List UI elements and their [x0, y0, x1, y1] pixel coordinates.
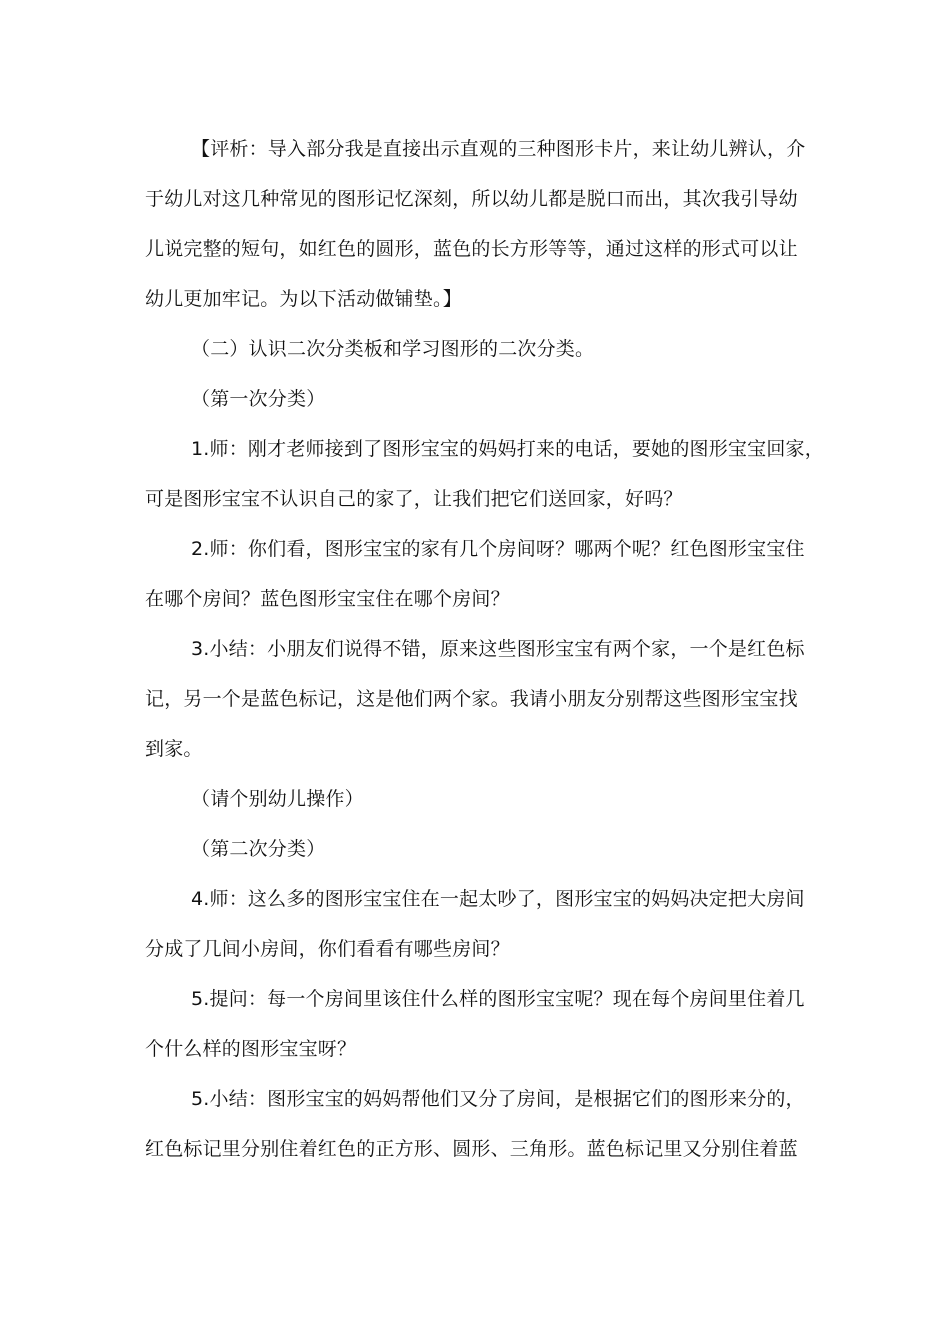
paragraph-line: 5.小结：图形宝宝的妈妈帮他们又分了房间，是根据它们的图形来分的， — [191, 1088, 805, 1110]
paragraph-line: 2.师：你们看，图形宝宝的家有几个房间呀？哪两个呢？红色图形宝宝住 — [191, 538, 805, 560]
paragraph-line: 幼儿更加牢记。为以下活动做铺垫。】 — [145, 288, 462, 310]
paragraph-line: 1.师：刚才老师接到了图形宝宝的妈妈打来的电话，要她的图形宝宝回家， — [191, 438, 824, 460]
paragraph-line: （请个别幼儿操作） — [191, 788, 364, 810]
paragraph-line: 可是图形宝宝不认识自己的家了，让我们把它们送回家，好吗？ — [145, 488, 683, 510]
subsection-heading: （第一次分类） — [191, 388, 326, 410]
paragraph-line: 红色标记里分别住着红色的正方形、圆形、三角形。蓝色标记里又分别住着蓝 — [145, 1138, 798, 1160]
paragraph-line: 记，另一个是蓝色标记，这是他们两个家。我请小朋友分别帮这些图形宝宝找 — [145, 688, 798, 710]
paragraph-line: 到家。 — [145, 738, 203, 760]
paragraph-line: 分成了几间小房间，你们看看有哪些房间？ — [145, 938, 510, 960]
paragraph-line: 【评析：导入部分我是直接出示直观的三种图形卡片，来让幼儿辨认，介 — [191, 138, 806, 160]
paragraph-line: 在哪个房间？蓝色图形宝宝住在哪个房间？ — [145, 588, 510, 610]
paragraph-line: 3.小结：小朋友们说得不错，原来这些图形宝宝有两个家，一个是红色标 — [191, 638, 805, 660]
paragraph-line: 5.提问：每一个房间里该住什么样的图形宝宝呢？现在每个房间里住着几 — [191, 988, 805, 1010]
paragraph-line: 个什么样的图形宝宝呀？ — [145, 1038, 357, 1060]
section-heading: （二）认识二次分类板和学习图形的二次分类。 — [191, 338, 595, 360]
paragraph-line: 4.师：这么多的图形宝宝住在一起太吵了，图形宝宝的妈妈决定把大房间 — [191, 888, 805, 910]
paragraph-line: 于幼儿对这几种常见的图形记忆深刻，所以幼儿都是脱口而出，其次我引导幼 — [145, 188, 798, 210]
subsection-heading: （第二次分类） — [191, 838, 326, 860]
paragraph-line: 儿说完整的短句，如红色的圆形，蓝色的长方形等等，通过这样的形式可以让 — [145, 238, 798, 260]
